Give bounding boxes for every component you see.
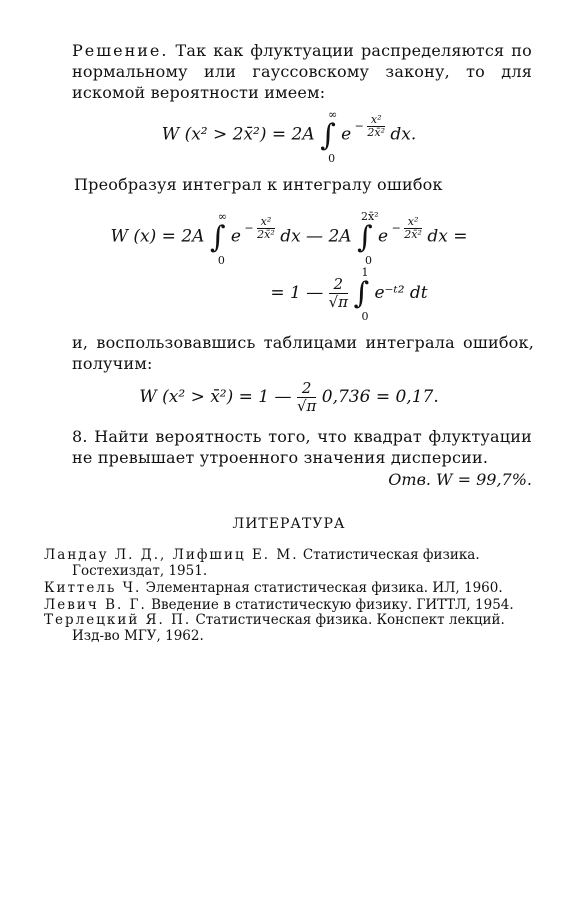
formula-3: = 1 — $\frac{2}{√\pi}$ ∫ 1 0 e⁻ᵗ² dt	[270, 266, 428, 323]
fraction-numerator: x²	[367, 114, 385, 127]
formula-1-lhs: W (x² > 2x̄²) = 2A	[161, 124, 315, 145]
formula-2: W (x) = 2A ∫ ∞ 0 e − $\frac{\text{x²}}{\text{2x̄²}}$ dx — 2A ∫ 2x̄² 0 e − $\frac{\text{x²}}{\text{2x̄²}}$ dx =	[110, 209, 468, 267]
upper-limit: ∞	[328, 107, 338, 121]
exponent-fraction-1: − $\frac{\text{x²}}{\text{2x̄²}}$	[240, 215, 275, 241]
reference-item: Ландау Л. Д., Лифшиц Е. М. Статистическая физика. Гостехиздат, 1951.	[44, 547, 480, 579]
integral-sign-3: ∫ 1 0	[353, 266, 370, 323]
formula-2-mid: dx — 2A	[280, 226, 352, 247]
formula-1	[0, 107, 578, 165]
formula-1-tail: dx.	[390, 124, 417, 145]
reference-item: Киттель Ч. Элементарная статистическая физика. ИЛ, 1960.	[44, 580, 503, 596]
integral-sign-2: ∫ 2x̄² 0	[356, 209, 379, 267]
exp-base: e	[341, 124, 352, 145]
literature-heading: ЛИТЕРАТУРА	[232, 516, 346, 532]
answer: Отв. W = 99,7%.	[388, 470, 532, 489]
exponent-fraction-2: − $\frac{\text{x²}}{\text{2x̄²}}$	[388, 215, 422, 241]
formula-4: W (x² > x̄²) = 1 — $\frac{2}{√\pi} 0,736 = 0,17$.	[139, 379, 439, 415]
solution-lead: Решение.	[72, 41, 169, 60]
reference-item: Терлецкий Я. П. Статистическая физика. Конспект лекций. Изд-во МГУ, 1962.	[44, 612, 505, 644]
formula-2-tail: dx =	[427, 226, 468, 247]
problem-8: 8. Найти вероятность того, что квадрат флуктуации не превышает утроенного значения дисперсии.	[72, 427, 532, 467]
lower-limit: 0	[328, 151, 336, 165]
solution-paragraph	[72, 40, 532, 103]
transform-paragraph: Преобразуя интеграл к интегралу ошибок	[74, 175, 443, 194]
using-paragraph: и, воспользовавшись таблицами интеграла ошибок, получим:	[72, 333, 534, 373]
formula-2-lhs: W (x) = 2A	[110, 226, 205, 247]
exponent-fraction: − $\frac{\text{x²}}{\text{2x̄²}}$	[351, 113, 386, 139]
integral-sign-1: ∫ ∞ 0	[209, 209, 227, 267]
solution-text: Так как флуктуации распределяются по нормальному или гауссовскому закону, то для искомой вероятности имеем:	[72, 41, 532, 102]
integral-sign: ∫ ∞ 0	[320, 107, 338, 165]
fraction-denominator: 2x̄²	[367, 126, 386, 139]
reference-item: Левич В. Г. Введение в статистическую физику. ГИТТЛ, 1954.	[44, 597, 514, 613]
fraction-2-sqrtpi: $\frac{2}{√\pi}$	[328, 275, 349, 311]
fraction-2-sqrtpi-2: $\frac{2}{√\pi}$	[296, 379, 317, 415]
